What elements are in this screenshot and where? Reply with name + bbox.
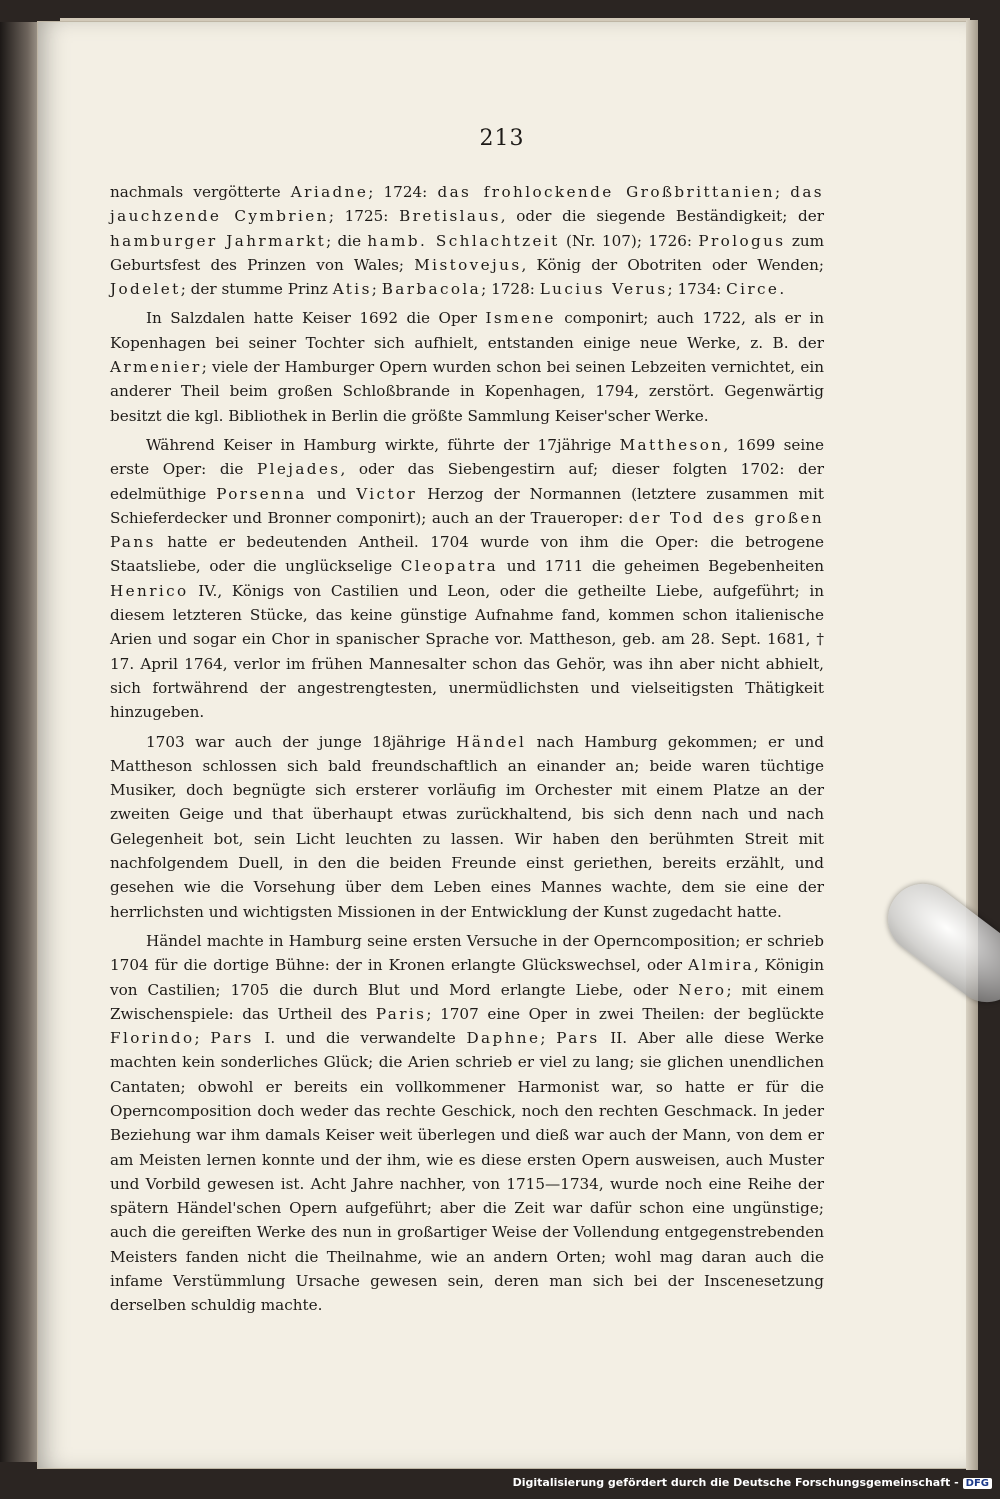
text-run: zum Geburtsfest des Prinzen von Wales; bbox=[110, 231, 825, 274]
spaced-text: Circe bbox=[726, 280, 780, 299]
text-run: , König der Obotriten oder Wenden; bbox=[521, 255, 824, 274]
spaced-text: Prologus bbox=[698, 231, 786, 250]
text-run: , 1699 seine erste Oper: die bbox=[110, 435, 825, 479]
body-text bbox=[110, 180, 824, 1323]
text-run: ; bbox=[371, 280, 382, 299]
text-run: nach Hamburg gekommen; er und Mattheson schlossen sich bald freundschaftlich an einander an; beide waren tüchtige Musiker, doch begnügte sich ersterer vorläufig im Orchester mit einem Platze an der zweiten Geige und that überhaupt etwas zurückhaltend, bis sich denn nach und nach Gelegenheit bot, sein Licht leuchten zu lassen. Wir haben den berühmten Streit mit nachfolgendem Duell, in den die beiden Freunde einst geriethen, bereits erzählt, und gesehen wie die Vorsehung über dem Leben eines Mannes wachte, dem sie eine der herrlichsten und wichtigsten Missionen in der Entwicklung der Kunst zugedacht hatte. bbox=[110, 732, 824, 921]
spaced-text: Pars bbox=[556, 1029, 600, 1048]
spaced-text: Plejades bbox=[256, 460, 341, 479]
text-run: Während Keiser in Hamburg wirkte, führte der 17jährige bbox=[146, 435, 620, 454]
spaced-text: das jauchzende Cymbrien bbox=[110, 183, 824, 226]
text-run: ; 1724: bbox=[368, 183, 438, 201]
spaced-text: Ariadne bbox=[290, 183, 369, 201]
text-run: ; die bbox=[326, 231, 368, 250]
text-run: ; bbox=[540, 1029, 557, 1048]
spaced-text: Barbacola bbox=[381, 280, 482, 299]
text-run: 1703 war auch der junge 18jährige bbox=[146, 732, 457, 751]
page-edge bbox=[966, 20, 978, 1470]
text-run: ; 1707 eine Oper in zwei Theilen: der beglückte bbox=[426, 1004, 824, 1023]
spaced-text: hamb. Schlachtzeit bbox=[367, 231, 560, 250]
spaced-text: Porsenna bbox=[216, 484, 307, 503]
text-run: ; 1725: bbox=[328, 207, 400, 226]
spaced-text: Pars bbox=[210, 1029, 254, 1048]
text-run: ; 1734: bbox=[667, 280, 727, 299]
text-run: , oder das Siebengestirn auf; dieser folgten 1702: der edelmüthige bbox=[110, 460, 824, 503]
spaced-text: das frohlockende Großbrittanien bbox=[437, 183, 775, 201]
spaced-text: Jodelet bbox=[110, 280, 181, 299]
spaced-text: hamburger Jahrmarkt bbox=[110, 231, 327, 250]
book-page bbox=[38, 22, 966, 1468]
paragraph bbox=[110, 730, 824, 924]
spaced-text: Victor bbox=[356, 484, 418, 503]
text-run: , oder die siegende Beständigkeit; der bbox=[500, 207, 825, 226]
spaced-text: Händel bbox=[456, 732, 527, 751]
text-run: I. und die verwandelte bbox=[253, 1029, 467, 1048]
spaced-text: der Tod des großen Pans bbox=[110, 508, 824, 552]
spaced-text: Mistovejus bbox=[414, 255, 522, 274]
dfg-logo: DFG bbox=[963, 1478, 992, 1489]
spaced-text: Nero bbox=[678, 980, 727, 999]
spaced-text: Florindo bbox=[110, 1029, 195, 1048]
spaced-text: Almira bbox=[688, 956, 754, 975]
text-run: ; viele der Hamburger Opern wurden schon bei seinen Lebzeiten vernichtet, ein anderer Theil beim großen Schloßbrande in Kopenhagen, 1794, zerstört. Gegenwärtig besitzt die kgl. Bibliothek in Berlin die größte Sammlung Keiser'scher Werke. bbox=[110, 358, 824, 425]
text-run: componirt; auch 1722, als er in Kopenhagen bei seiner Tochter sich aufhielt, entstanden einige neue Werke, z. B. der bbox=[110, 309, 824, 352]
text-run: (Nr. 107); 1726: bbox=[559, 231, 699, 250]
text-run: ; mit einem Zwischenspiele: das Urtheil des bbox=[110, 980, 824, 1023]
text-run: II. Aber alle diese Werke machten kein sonderliches Glück; die Arien schrieb er viel zu lang; sie glichen unendlichen Cantaten; obwohl er bereits ein vollkommener Harmonist war, so hatte er für die Operncomposition doch weder das rechte Geschick, noch den rechten Geschmack. In jeder Beziehung war ihm damals Keiser weit überlegen und dieß war auch der Mann, von dem er am Meisten lernen konnte und der ihm, wie es diese ersten Opern ausweisen, auch Muster und Vorbild gewesen ist. Acht Jahre nachher, von 1715—1734, wurde noch eine Reihe der spätern Händel'schen Opern aufgeführt; aber die Zeit war dafür schon eine ungünstige; auch die gereiften Werke des nun in großartiger Weise der Vollendung entgegenstrebenden Meisters fanden nicht die Theilnahme, wie an andern Orten; wohl mag daran auch die infame Verstümmlung Ursache gewesen sein, deren man sich bei der Inscenesetzung derselben schuldig machte. bbox=[110, 1029, 825, 1315]
text-run: hatte er bedeutenden Antheil. 1704 wurde von ihm die Oper: die betrogene Staatsliebe, oder die unglückselige bbox=[110, 533, 824, 576]
text-run: ; bbox=[194, 1029, 211, 1048]
text-run: . bbox=[779, 280, 785, 299]
spaced-text: Ismene bbox=[485, 309, 556, 328]
spaced-text: Paris bbox=[375, 1004, 427, 1023]
spaced-text: Bretislaus bbox=[399, 207, 501, 226]
text-run: , Königin von Castilien; 1705 die durch Blut und Mord erlangte Liebe, oder bbox=[110, 956, 824, 999]
paragraph bbox=[110, 433, 824, 725]
paragraph bbox=[110, 929, 824, 1318]
spaced-text: Lucius Verus bbox=[539, 280, 668, 299]
digitization-footer bbox=[513, 1476, 992, 1489]
footer-text: Digitalisierung gefördert durch die Deutsche Forschungsgemeinschaft - bbox=[512, 1476, 959, 1489]
spaced-text: Mattheson bbox=[619, 435, 724, 454]
paragraph bbox=[110, 306, 824, 427]
spaced-text: Cleopatra bbox=[400, 557, 499, 576]
spaced-text: Atis bbox=[332, 280, 372, 299]
spaced-text: Daphne bbox=[466, 1029, 541, 1048]
paragraph bbox=[110, 180, 824, 301]
spaced-text: Henrico bbox=[110, 581, 189, 600]
text-run: und 1711 die geheimen Begebenheiten bbox=[498, 557, 824, 576]
text-run: und bbox=[306, 484, 357, 503]
spaced-text: Armenier bbox=[110, 358, 202, 377]
text-run: nachmals vergötterte bbox=[110, 183, 291, 201]
text-run: ; der stumme Prinz bbox=[180, 280, 333, 299]
text-run: In Salzdalen hatte Keiser 1692 die Oper bbox=[146, 309, 486, 328]
text-run: ; 1728: bbox=[481, 280, 540, 299]
text-run: Händel machte in Hamburg seine ersten Versuche in der Operncomposition; er schrieb 1704 für die dortige Bühne: der in Kronen erlangte Glückswechsel, oder bbox=[110, 931, 824, 975]
text-run: Herzog der Normannen (letztere zusammen mit Schieferdecker und Bronner componirt); auch an der Traueroper: bbox=[110, 484, 824, 527]
text-run: ; bbox=[774, 183, 791, 201]
page-number: 213 bbox=[479, 126, 525, 151]
text-run: IV., Königs von Castilien und Leon, oder die getheilte Liebe, aufgeführt; in diesem letzteren Stücke, das keine günstige Aufnahme fand, kommen schon italienische Arien und sogar ein Chor in spanischer Sprache vor. Mattheson, geb. am 28. Sept. 1681, † 17. April 1764, verlor im frühen Mannesalter schon das Gehör, was ihn aber nicht abhielt, sich fortwährend der angestrengtesten, unermüdlichsten und vielseitigsten Thätigkeit hinzugeben. bbox=[110, 581, 824, 722]
